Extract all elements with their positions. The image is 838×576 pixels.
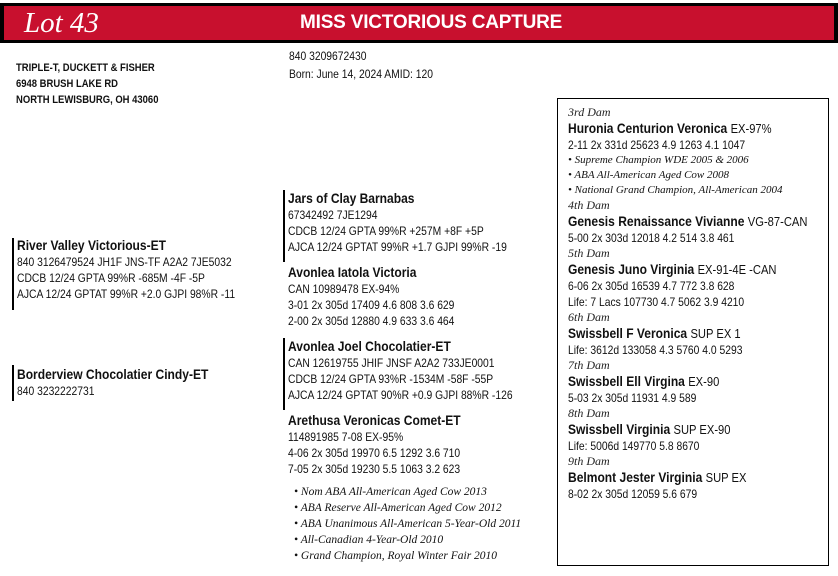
family-record: 5-03 2x 305d 11931 4.9 589 [568, 391, 697, 405]
header-red-band [4, 6, 834, 40]
animal-born: Born: June 14, 2024 AMID: 120 [289, 67, 434, 81]
sire-sire-name: Jars of Clay Barnabas [288, 190, 415, 206]
family-name: Swissbell Ell Virgina EX-90 [568, 373, 720, 389]
owner-city: NORTH LEWISBURG, OH 43060 [16, 94, 159, 106]
family-record: Life: 3612d 133058 4.3 5760 4.0 5293 [568, 343, 743, 357]
owner-street: 6948 BRUSH LAKE RD [16, 78, 118, 90]
family-label: 9th Dam [568, 454, 610, 468]
sire-dam-line-1: CAN 10989478 EX-94% [288, 282, 400, 296]
sire-sire-block [288, 190, 542, 255]
dam-sire-line-2: CDCB 12/24 GPTA 93%R -1534M -58F -55P [288, 372, 494, 386]
honor-item: • Nom ABA All-American Aged Cow 2013 [294, 486, 487, 498]
header-bar [0, 3, 838, 43]
family-label: 6th Dam [568, 310, 610, 324]
dam-dam-line-3: 7-05 2x 305d 19230 5.5 1063 3.2 623 [288, 462, 461, 476]
lot-number: Lot 43 [24, 7, 99, 39]
family-name: Belmont Jester Virginia SUP EX [568, 469, 747, 485]
animal-registration: 840 3209672430 [289, 49, 367, 63]
family-name: Genesis Renaissance Vivianne VG-87-CAN [568, 213, 808, 229]
sire-dam-block [288, 264, 482, 329]
family-record: Life: 5006d 149770 5.8 8670 [568, 439, 700, 453]
dam-bracket [12, 365, 14, 401]
family-name: Genesis Juno Virginia EX-91-4E -CAN [568, 261, 777, 277]
honor-item: • ABA All-American Aged Cow 2008 [568, 169, 730, 181]
sire-line-2: CDCB 12/24 GPTA 99%R -685M -4F -5P [17, 271, 205, 285]
family-name: Huronia Centurion Veronica EX-97% [568, 120, 772, 136]
honor-item: • All-Canadian 4-Year-Old 2010 [294, 534, 444, 546]
honor-item: • ABA Reserve All-American Aged Cow 2012 [294, 502, 502, 514]
dam-sire-name: Avonlea Joel Chocolatier-ET [288, 338, 451, 354]
sire-name: River Valley Victorious-ET [17, 237, 167, 253]
dam-dam-block [288, 412, 489, 477]
family-label: 7th Dam [568, 358, 610, 372]
dam-dam-honors [294, 484, 521, 564]
dam-sire-line-1: CAN 12619755 JHIF JNSF A2A2 733JE0001 [288, 356, 495, 370]
female-family-list [568, 105, 838, 502]
honor-item: • ABA Unanimous All-American 5-Year-Old 2011 [294, 518, 522, 530]
dam-block [17, 366, 239, 399]
dam-dam-line-1: 114891985 7-08 EX-95% [288, 430, 404, 444]
dam-dam-line-2: 4-06 2x 305d 19970 6.5 1292 3.6 710 [288, 446, 461, 460]
owner-name: TRIPLE-T, DUCKETT & FISHER [16, 62, 155, 74]
family-label: 8th Dam [568, 406, 610, 420]
honor-item: • Supreme Champion WDE 2005 & 2006 [568, 154, 749, 166]
family-record: 8-02 2x 305d 12059 5.6 679 [568, 487, 698, 501]
sire-sire-line-1: 67342492 7JE1294 [288, 208, 378, 222]
sire-dam-name: Avonlea Iatola Victoria [288, 264, 417, 280]
family-name: Swissbell F Veronica SUP EX 1 [568, 325, 741, 341]
family-record: 5-00 2x 303d 12018 4.2 514 3.8 461 [568, 231, 735, 245]
sire-sire-line-2: CDCB 12/24 GPTA 99%R +257M +8F +5P [288, 224, 484, 238]
sire-line-3: AJCA 12/24 GPTAT 99%R +2.0 GJPI 98%R -11 [17, 287, 236, 301]
family-label: 5th Dam [568, 246, 610, 260]
family-label: 4th Dam [568, 198, 610, 212]
honor-item: • National Grand Champion, All-American 2004 [568, 184, 783, 196]
family-record: 2-11 2x 331d 25623 4.9 1263 4.1 1047 [568, 138, 746, 152]
sire-bracket [12, 238, 14, 310]
dam-sire-bracket [283, 338, 285, 410]
animal-title: MISS VICTORIOUS CAPTURE [300, 12, 563, 33]
family-record: Life: 7 Lacs 107730 4.7 5062 3.9 4210 [568, 295, 745, 309]
family-name: Swissbell Virginia SUP EX-90 [568, 421, 731, 437]
family-label: 3rd Dam [568, 105, 611, 119]
sire-sire-line-3: AJCA 12/24 GPTAT 99%R +1.7 GJPI 99%R -19 [288, 240, 507, 254]
sire-dam-line-2: 3-01 2x 305d 17409 4.6 808 3.6 629 [288, 298, 455, 312]
owner-block [16, 60, 182, 108]
dam-sire-line-3: AJCA 12/24 GPTAT 90%R +0.9 GJPI 88%R -126 [288, 388, 513, 402]
sire-line-1: 840 3126479524 JH1F JNS-TF A2A2 7JE5032 [17, 255, 232, 269]
family-record: 6-06 2x 305d 16539 4.7 772 3.8 628 [568, 279, 735, 293]
sire-sire-bracket [283, 190, 285, 262]
honor-item: • Grand Champion, Royal Winter Fair 2010 [294, 550, 498, 562]
sire-dam-line-3: 2-00 2x 305d 12880 4.9 633 3.6 464 [288, 314, 455, 328]
dam-reg: 840 3232222731 [17, 384, 95, 398]
dam-name: Borderview Chocolatier Cindy-ET [17, 366, 209, 382]
dam-sire-block [288, 338, 549, 403]
sire-block [17, 237, 271, 302]
dam-dam-name: Arethusa Veronicas Comet-ET [288, 412, 461, 428]
